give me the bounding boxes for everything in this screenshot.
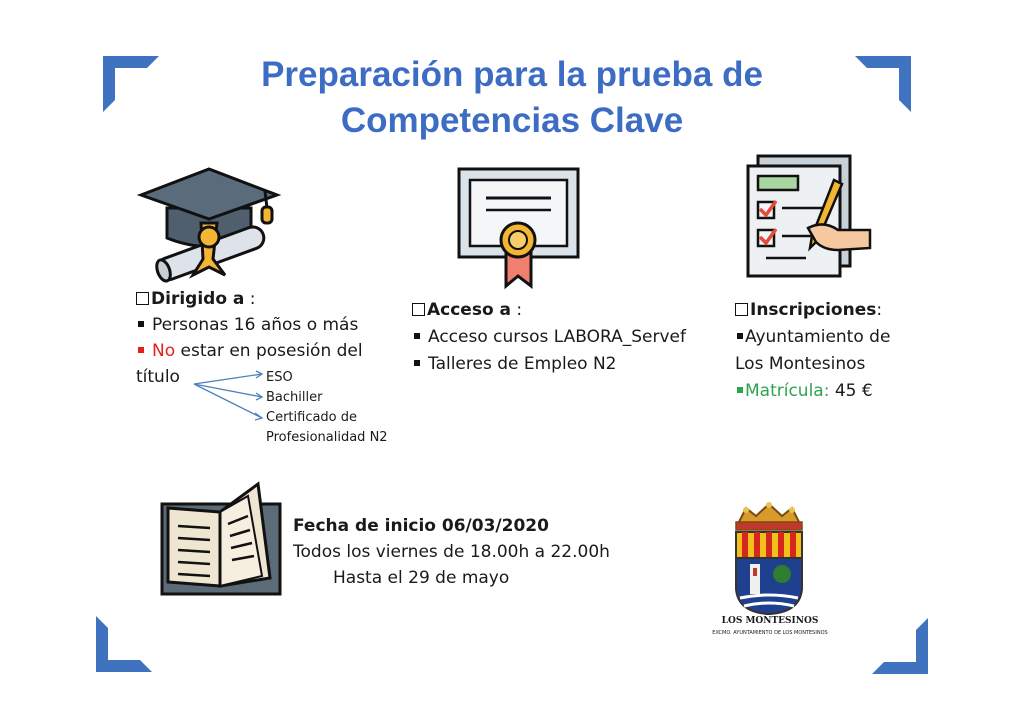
corner-bottom-right (868, 614, 928, 674)
dirigido-heading: Dirigido a : (136, 286, 256, 312)
corner-bottom-left (96, 612, 156, 672)
coat-of-arms-icon (730, 500, 808, 618)
acceso-item-labora: Acceso cursos LABORA_Servef (412, 324, 686, 350)
certificate-icon (456, 166, 581, 291)
inscripciones-heading: Inscripciones: (735, 297, 882, 323)
branch-profesionalidad: Profesionalidad N2 (266, 430, 388, 445)
logo-name: LOS MONTESINOS (721, 616, 819, 626)
branch-eso: ESO (266, 370, 293, 385)
acceso-item-talleres: Talleres de Empleo N2 (412, 351, 617, 377)
bullet-icon (138, 347, 144, 353)
open-book-icon (158, 478, 284, 600)
schedule-until: Hasta el 29 de mayo (333, 568, 510, 588)
page-title-line1: Preparación para la prueba de (261, 55, 763, 94)
dirigido-item-age: Personas 16 años o más (136, 312, 358, 338)
bullet-icon (737, 333, 743, 339)
branch-bachiller: Bachiller (266, 390, 323, 405)
bullet-icon (414, 360, 420, 366)
logo-subtitle: EXCMO. AYUNTAMIENTO DE LOS MONTESINOS (712, 630, 828, 636)
inscripciones-montesinos: Los Montesinos (735, 354, 866, 374)
checkbox-icon (735, 303, 748, 316)
start-date: Fecha de inicio 06/03/2020 (293, 516, 549, 536)
schedule-days: Todos los viernes de 18.00h a 22.00h (293, 542, 610, 562)
branch-certificado: Certificado de (266, 410, 358, 425)
checkbox-icon (136, 292, 149, 305)
bullet-icon (414, 333, 420, 339)
checklist-icon (746, 154, 872, 280)
bullet-icon (737, 387, 743, 393)
checkbox-icon (412, 303, 425, 316)
branch-arrows-icon (190, 366, 268, 426)
page-title-line2: Competencias Clave (340, 101, 684, 140)
dirigido-item-title-cont: título (136, 367, 180, 387)
graduation-cap-icon (137, 163, 282, 283)
inscripciones-fee: Matrícula: 45 € (735, 378, 873, 404)
inscripciones-ayuntamiento: Ayuntamiento de (735, 324, 890, 350)
dirigido-item-title: No estar en posesión del (136, 338, 363, 364)
acceso-heading: Acceso a : (412, 297, 522, 323)
bullet-icon (138, 321, 144, 327)
